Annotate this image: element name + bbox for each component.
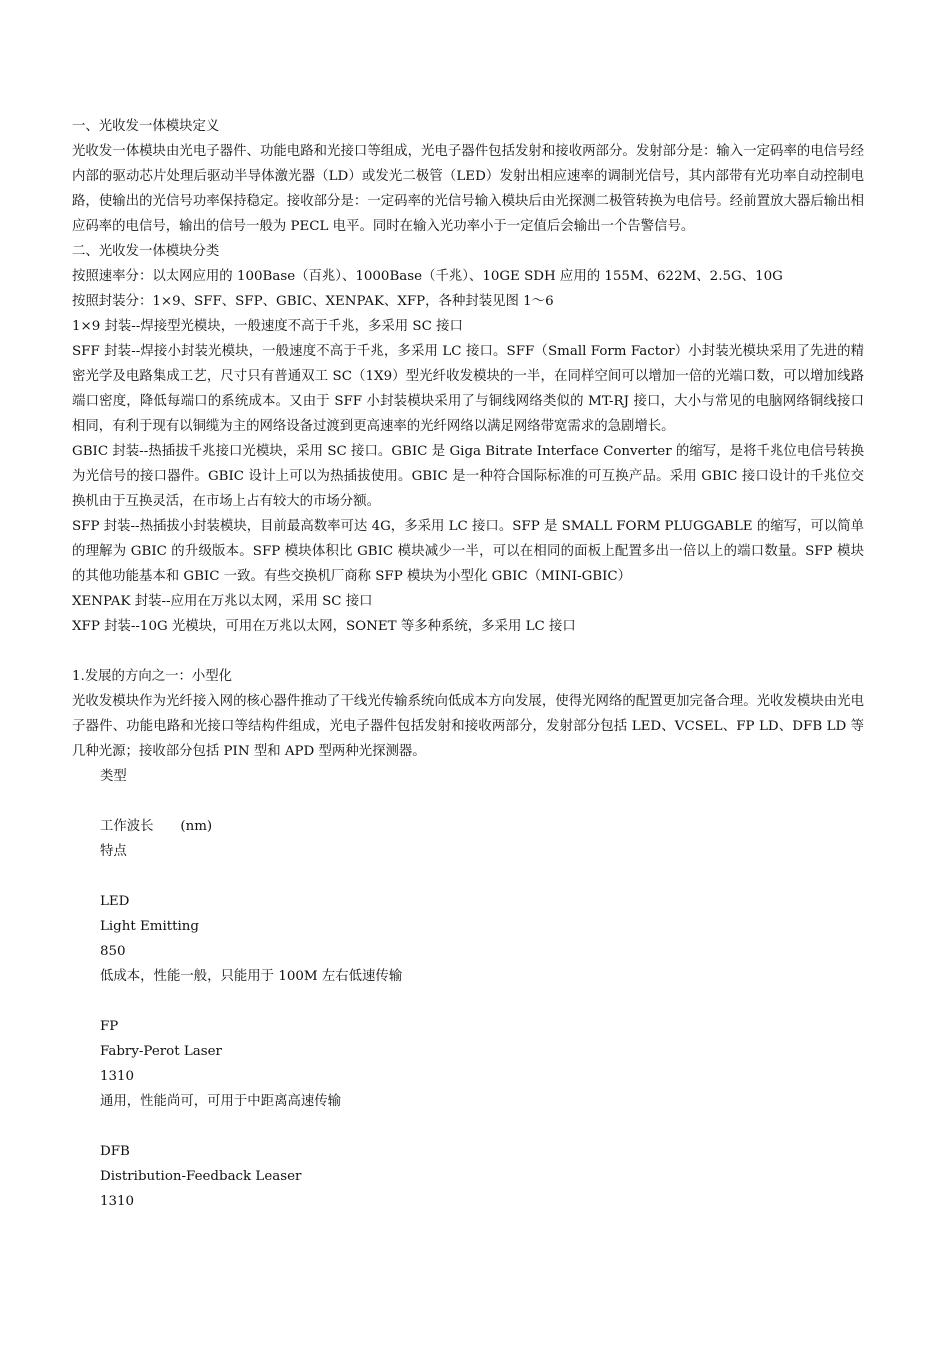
table-cell-code: FP (100, 1019, 119, 1034)
table-cell-code: LED (100, 894, 130, 909)
document-page (72, 114, 864, 1214)
table-cell-name: Fabry-Perot Laser (100, 1044, 222, 1059)
definition-paragraph: 光收发一体模块由光电子器件、功能电路和光接口等组成，光电子器件包括发射和接收两部分。发射部分是：输入一定码率的电信号经内部的驱动芯片处理后驱动半导体激光器（LD）或发光二极管（LED）发射出相应速率的调制光信号，其内部带有光功率自动控制电路，使输出的光信号功率保持稳定。接收部分是：一定码率的光信号输入模块后由光探测二极管转换为电信号。经前置放大器后输出相应码率的电信号，输出的信号一般为 PECL 电平。同时在输入光功率小于一定值后会输出一个告警信号。 (72, 144, 864, 234)
table-header-type: 类型 (100, 769, 127, 784)
package-xenpak-paragraph: XENPAK 封装--应用在万兆以太网，采用 SC 接口 (72, 594, 373, 609)
table-cell-wavelength: 1310 (100, 1069, 135, 1084)
table-header-feature: 特点 (100, 844, 127, 859)
table-cell-feature: 低成本，性能一般，只能用于 100M 左右低速传输 (100, 969, 403, 984)
development-paragraph: 光收发模块作为光纤接入网的核心器件推动了干线光传输系统向低成本方向发展，使得光网络的配置更加完备合理。光收发模块由光电子器件、功能电路和光接口等结构件组成，光电子器件包括发射和接收两部分，发射部分包括 LED、VCSEL、FP LD、DFB LD 等几种光源；接收部分包括 PIN 型和 APD 型两种光探测器。 (72, 694, 864, 759)
table-cell-name: Light Emitting (100, 919, 200, 934)
section-heading-definition: 一、光收发一体模块定义 (72, 119, 220, 134)
package-1x9-paragraph: 1×9 封装--焊接型光模块，一般速度不高于千兆，多采用 SC 接口 (72, 319, 463, 334)
spacer (72, 789, 864, 814)
package-xfp-paragraph: XFP 封装--10G 光模块，可用在万兆以太网，SONET 等多种系统，多采用 LC 接口 (72, 619, 576, 634)
package-classification-line: 按照封装分：1×9、SFF、SFP、GBIC、XENPAK、XFP，各种封装见图 1～6 (72, 294, 554, 309)
development-heading: 1.发展的方向之一：小型化 (72, 669, 233, 684)
table-cell-wavelength: 850 (100, 944, 126, 959)
table-cell-code: DFB (100, 1144, 130, 1159)
rate-classification-line: 按照速率分：以太网应用的 100Base（百兆）、1000Base（千兆）、10GE SDH 应用的 155M、622M、2.5G、10G (72, 269, 783, 284)
package-sfp-paragraph: SFP 封装--热插拔小封装模块，目前最高数率可达 4G，多采用 LC 接口。SFP 是 SMALL FORM PLUGGABLE 的缩写，可以简单的理解为 GBIC 的升级版本。SFP 模块体积比 GBIC 模块减少一半，可以在相同的面板上配置多出一倍以上的端口数量。SFP 模块的其他功能基本和 GBIC 一致。有些交换机厂商称 SFP 模块为小型化 GBIC（MINI-GBIC） (72, 519, 864, 584)
spacer (72, 864, 864, 889)
package-sff-paragraph: SFF 封装--焊接小封装光模块，一般速度不高于千兆，多采用 LC 接口。SFF（Small Form Factor）小封装光模块采用了先进的精密光学及电路集成工艺，尺寸只有普通双工 SC（1X9）型光纤收发模块的一半，在同样空间可以增加一倍的光端口数，可以增加线路端口密度，降低每端口的系统成本。又由于 SFF 小封装模块采用了与铜线网络类似的 MT-RJ 接口，大小与常见的电脑网络铜线接口相同，有利于现有以铜缆为主的网络设备过渡到更高速率的光纤网络以满足网络带宽需求的急剧增长。 (72, 344, 864, 434)
table-cell-name: Distribution-Feedback Leaser (100, 1169, 302, 1184)
section-heading-classification: 二、光收发一体模块分类 (72, 244, 220, 259)
spacer (72, 989, 864, 1014)
light-source-table (72, 764, 864, 1214)
table-header-wavelength: 工作波长 (nm) (100, 819, 213, 834)
package-gbic-paragraph: GBIC 封装--热插拔千兆接口光模块，采用 SC 接口。GBIC 是 Giga Bitrate Interface Converter 的缩写，是将千兆位电信号转换为光信号的接口器件。GBIC 设计上可以为热插拔使用。GBIC 是一种符合国际标准的可互换产品。采用 GBIC 接口设计的千兆位交换机由于互换灵活，在市场上占有较大的市场分额。 (72, 444, 864, 509)
table-cell-feature: 通用，性能尚可，可用于中距离高速传输 (100, 1094, 342, 1109)
spacer (72, 639, 864, 664)
table-cell-wavelength: 1310 (100, 1194, 135, 1209)
spacer (72, 1114, 864, 1139)
